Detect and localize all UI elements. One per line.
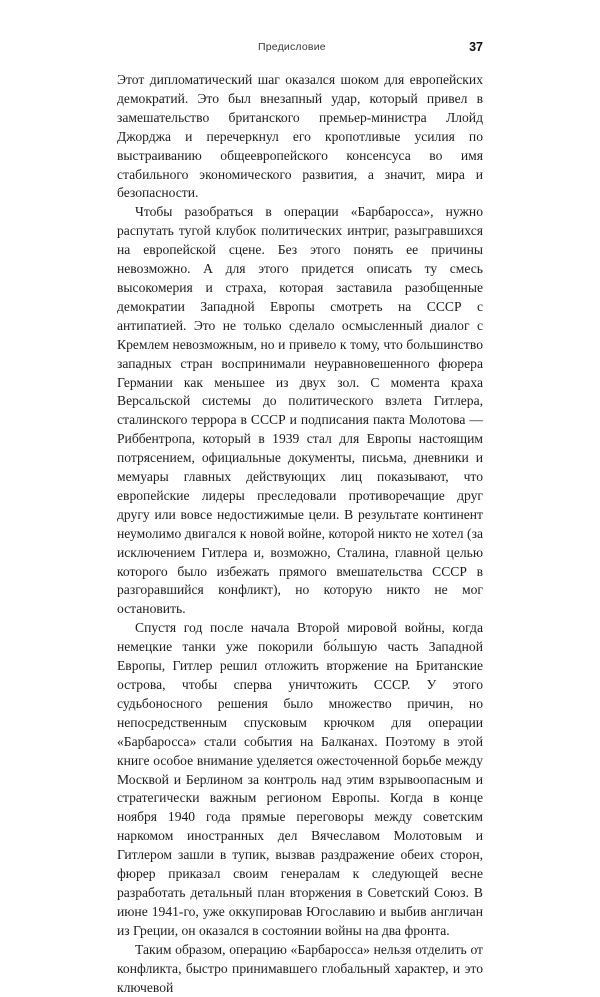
running-title: Предисловие (258, 41, 326, 53)
paragraph: Спустя год после начала Второй мировой войны, когда немецкие танки уже покорили бо́льшую часть Западной Европы, Гитлер решил отложить вторжение на Британские острова, чтобы сперва уничтожить СССР. У этого судьбоносного решения было множество причин, но непосредственным спусковым крючком для операции «Барбаросса» стали события на Балканах. Поэтому в этой книге особое внимание уделяется ожесточенной борьбе между Москвой и Берлином за контроль над этим взрывоопасным и стратегически важным регионом Европы. Когда в конце ноября 1940 года прямые переговоры между советским наркомом иностранных дел Вячеславом Молотовым и Гитлером зашли в тупик, вызвав раздражение обеих сторон, фюрер приказал своим генералам к следующей весне разработать детальный план вторжения в Советский Союз. В июне 1941-го, уже оккупировав Югославию и выбив англичан из Греции, он оказался в состоянии войны на два фронта. (117, 620, 483, 938)
running-head (0, 41, 600, 57)
paragraph: Чтобы разобраться в операции «Барбаросса», нужно распутать тугой клубок политических интриг, разыгравшихся на европейской сцене. Без этого понять ее причины невозможно. А для этого придется описать ту смесь высокомерия и страха, которая заставила разобщенные демократии Западной Европы смотреть на СССР с антипатией. Это не только сделало осмысленный диалог с Кремлем невозможным, но и привело к тому, что большинство западных стран воспринимали неуравновешенного фюрера Германии как меньшее из двух зол. С момента краха Версальской системы до политического взлета Гитлера, сталинского террора в СССР и подписания пакта Молотова — Риббентропа, который в 1939 стал для Европы настоящим потрясением, официальные документы, письма, дневники и мемуары главных действующих лиц показывают, что европейские лидеры преследовали противоречащие друг другу или вовсе недостижимые цели. В результате континент неумолимо двигался к новой войне, которой никто не хотел (за исключением Гитлера и, возможно, Сталина, главной целью которого было избежать прямого вмешательства СССР в разгоравшийся конфликт), но которую никто не мог остановить. (117, 204, 483, 617)
paragraph: Этот дипломатический шаг оказался шоком для европейских демократий. Это был внезапный удар, который привел в замешательство британского премьер-министра Ллойд Джорджа и перечеркнул его кропотливые усилия по выстраиванию общеевропейского консенсуса во имя стабильного экономического развития, а значит, мира и безопасности. (117, 72, 483, 201)
paragraph: Таким образом, операцию «Барбаросса» нельзя отделить от конфликта, быстро принимавшего глобальный характер, и это ключевой (117, 941, 483, 995)
page-number: 37 (469, 40, 483, 54)
body-text (117, 71, 483, 997)
